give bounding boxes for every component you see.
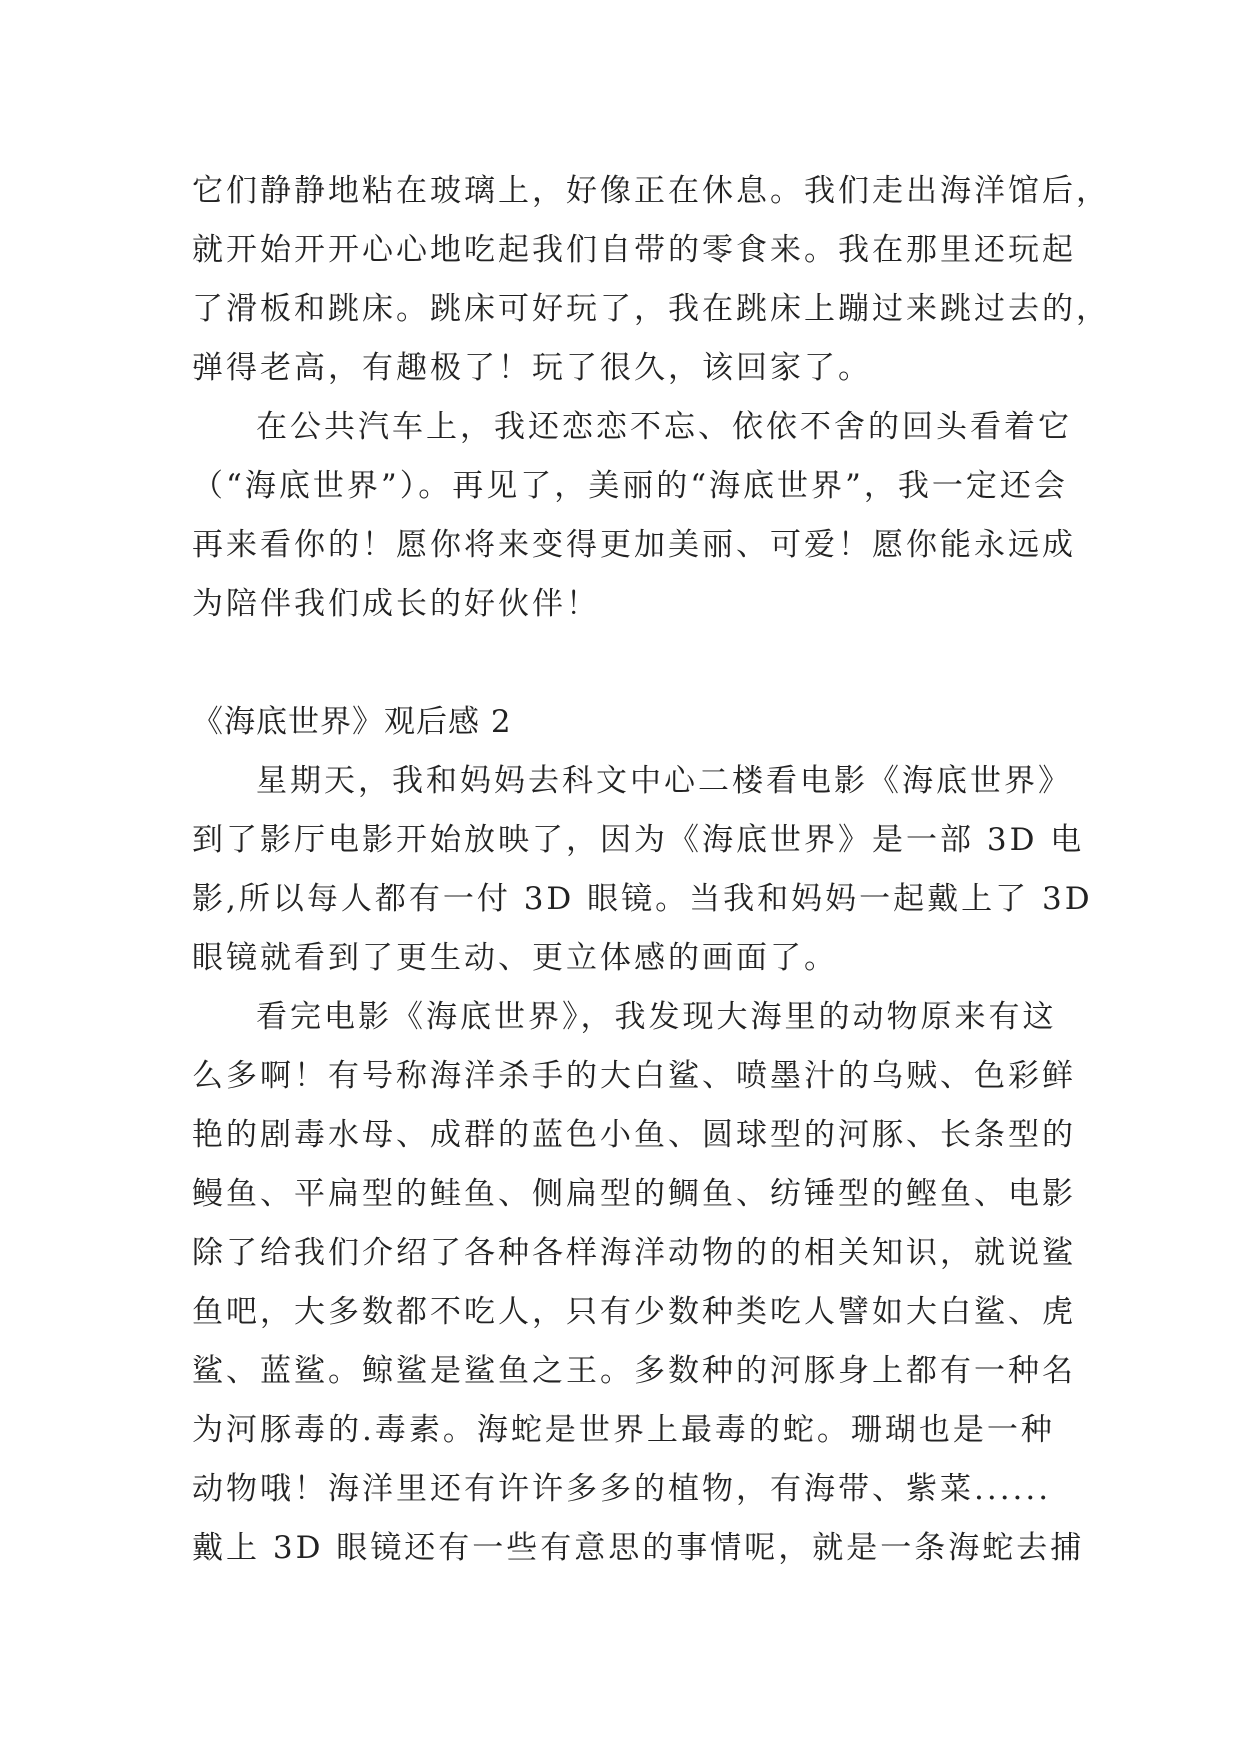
text-line: 星期天，我和妈妈去科文中心二楼看电影《海底世界》	[256, 763, 1072, 799]
text-line: 动物哦！海洋里还有许许多多的植物，有海带、紫菜......	[192, 1471, 1052, 1507]
text-line: （“海底世界”）。再见了，美丽的“海底世界”，我一定还会	[192, 468, 1068, 504]
text-line: 了滑板和跳床。跳床可好玩了，我在跳床上蹦过来跳过去的，	[192, 291, 1110, 327]
paragraph-animals	[192, 988, 1085, 1578]
text-line: 艳的剧毒水母、成群的蓝色小鱼、圆球型的河豚、长条型的	[192, 1117, 1076, 1153]
text-line: 弹得老高，有趣极了！玩了很久，该回家了。	[192, 350, 872, 386]
section-title: 《海底世界》观后感 2	[192, 704, 512, 740]
document-body	[192, 162, 1110, 1578]
text-line: 它们静静地粘在玻璃上，好像正在休息。我们走出海洋馆后，	[192, 173, 1110, 209]
text-line: 到了影厅电影开始放映了，因为《海底世界》是一部 3D 电	[192, 822, 1085, 858]
text-line: 鱼吧，大多数都不吃人，只有少数种类吃人譬如大白鲨、虎	[192, 1294, 1076, 1330]
text-line: 为陪伴我们成长的好伙伴！	[192, 586, 600, 622]
text-line: 戴上 3D 眼镜还有一些有意思的事情呢，就是一条海蛇去捕	[192, 1530, 1085, 1566]
text-line: 除了给我们介绍了各种各样海洋动物的的相关知识，就说鲨	[192, 1235, 1076, 1271]
text-line: 眼镜就看到了更生动、更立体感的画面了。	[192, 940, 838, 976]
text-line: 鲨、蓝鲨。鲸鲨是鲨鱼之王。多数种的河豚身上都有一种名	[192, 1353, 1076, 1389]
text-line: 为河豚毒的.毒素。海蛇是世界上最毒的蛇。珊瑚也是一种	[192, 1412, 1055, 1448]
section-gap	[192, 634, 1072, 693]
paragraph-sunday	[192, 752, 1093, 988]
text-line: 影,所以每人都有一付 3D 眼镜。当我和妈妈一起戴上了 3D	[192, 881, 1093, 917]
paragraph-continued	[192, 162, 1110, 398]
text-line: 再来看你的！愿你将来变得更加美丽、可爱！愿你能永远成	[192, 527, 1076, 563]
text-line: 在公共汽车上，我还恋恋不忘、依依不舍的回头看着它	[256, 409, 1072, 445]
text-line: 看完电影《海底世界》，我发现大海里的动物原来有这	[256, 999, 1057, 1035]
text-line: 就开始开开心心地吃起我们自带的零食来。我在那里还玩起	[192, 232, 1076, 268]
paragraph-bus	[192, 398, 1076, 634]
text-line: 么多啊！有号称海洋杀手的大白鲨、喷墨汁的乌贼、色彩鲜	[192, 1058, 1076, 1094]
text-line: 鳗鱼、平扁型的鲑鱼、侧扁型的鲷鱼、纺锤型的鲣鱼、电影	[192, 1176, 1076, 1212]
